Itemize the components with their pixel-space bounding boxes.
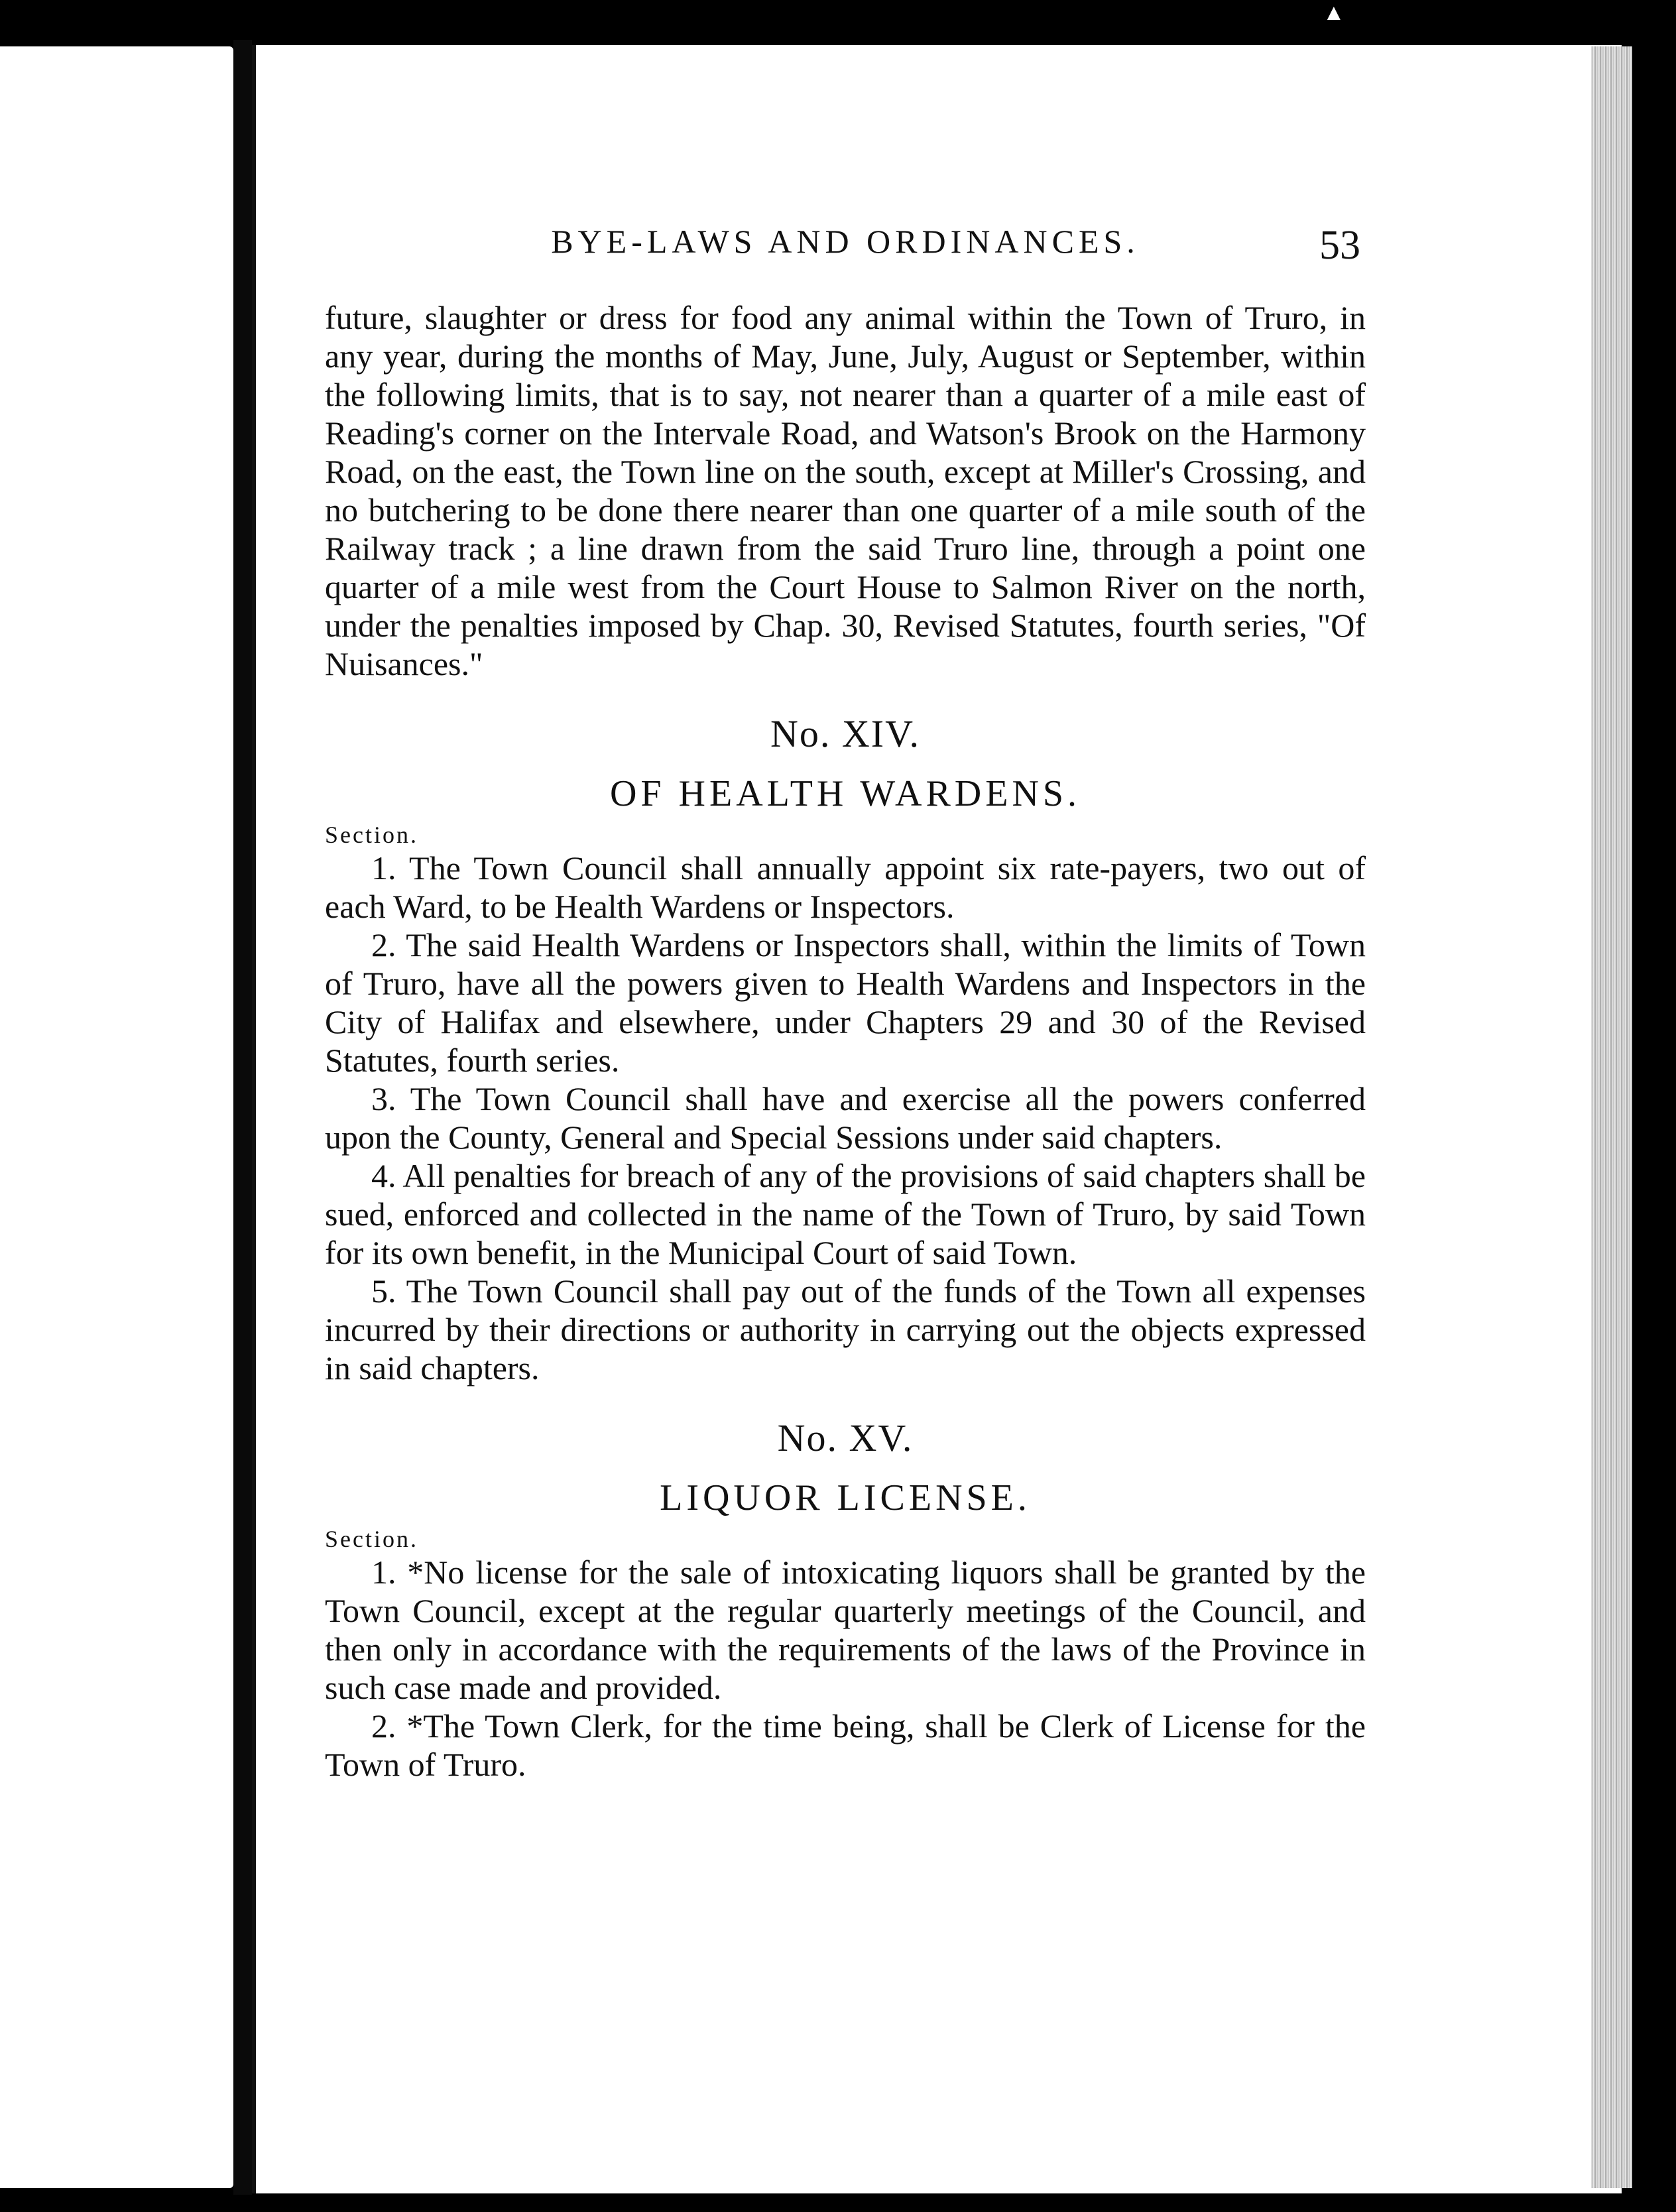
section-paragraph: 1. *No license for the sale of intoxicating liquors shall be granted by the Town Council, except at the regular quarterly meetings of the Council, and then only in accordance with the requirements of the laws of the Province in such case made and provided. <box>325 1554 1366 1706</box>
section-paragraph: 1. The Town Council shall annually appoint six rate-payers, two out of each Ward, to be Health Wardens or Inspectors. <box>325 849 1366 925</box>
facing-page <box>0 46 233 2188</box>
bylaw-number: No. XIV. <box>770 712 920 755</box>
section-label: Section. <box>325 1526 418 1552</box>
bylaw-number: No. XV. <box>777 1416 914 1459</box>
section-paragraph: 2. *The Town Clerk, for the time being, shall be Clerk of License for the Town of Truro. <box>325 1707 1366 1783</box>
bylaw-title: LIQUOR LICENSE. <box>660 1477 1031 1518</box>
body-text <box>325 298 1366 1784</box>
continuation-paragraph: future, slaughter or dress for food any animal within the Town of Truro, in any year, during the months of May, June, July, August or September, within the following limits, that is to say, not nearer than a quarter of a mile east of Reading's corner on the Intervale Road, and Watson's Brook on the Harmony Road, on the east, the Town line on the south, except at Miller's Crossing, and no butchering to be done there nearer than one quarter of a mile south of the Railway track ; a line drawn from the said Truro line, through a point one quarter of a mile west from the Court House to Salmon River on the north, under the penalties imposed by Chap. 30, Revised Statutes, fourth series, "Of Nuisances." <box>325 299 1366 682</box>
section-paragraph: 2. The said Health Wardens or Inspectors shall, within the limits of Town of Truro, have all the powers given to Health Wardens and Inspectors in the City of Halifax and elsewhere, under Chapters 29 and 30 of the Revised Statutes, fourth series. <box>325 926 1366 1079</box>
section-label: Section. <box>325 822 418 848</box>
page-number: 53 <box>1319 223 1360 268</box>
book-gutter <box>233 40 252 2195</box>
running-title: BYE-LAWS AND ORDINANCES. <box>551 223 1140 260</box>
section-paragraph: 5. The Town Council shall pay out of the funds of the Town all expenses incurred by their directions or authority in carrying out the objects expressed in said chapters. <box>325 1272 1366 1386</box>
bylaw-title: OF HEALTH WARDENS. <box>609 773 1081 814</box>
scan-mark-icon: ▲ <box>1323 1 1345 25</box>
page-edges <box>1591 46 1632 2188</box>
section-paragraph: 4. All penalties for breach of any of the provisions of said chapters shall be sued, enforced and collected in the name of the Town of Truro, by said Town for its own benefit, in the Municipal Court of said Town. <box>325 1157 1366 1271</box>
section-paragraph: 3. The Town Council shall have and exercise all the powers conferred upon the County, General and Special Sessions under said chapters. <box>325 1080 1366 1156</box>
